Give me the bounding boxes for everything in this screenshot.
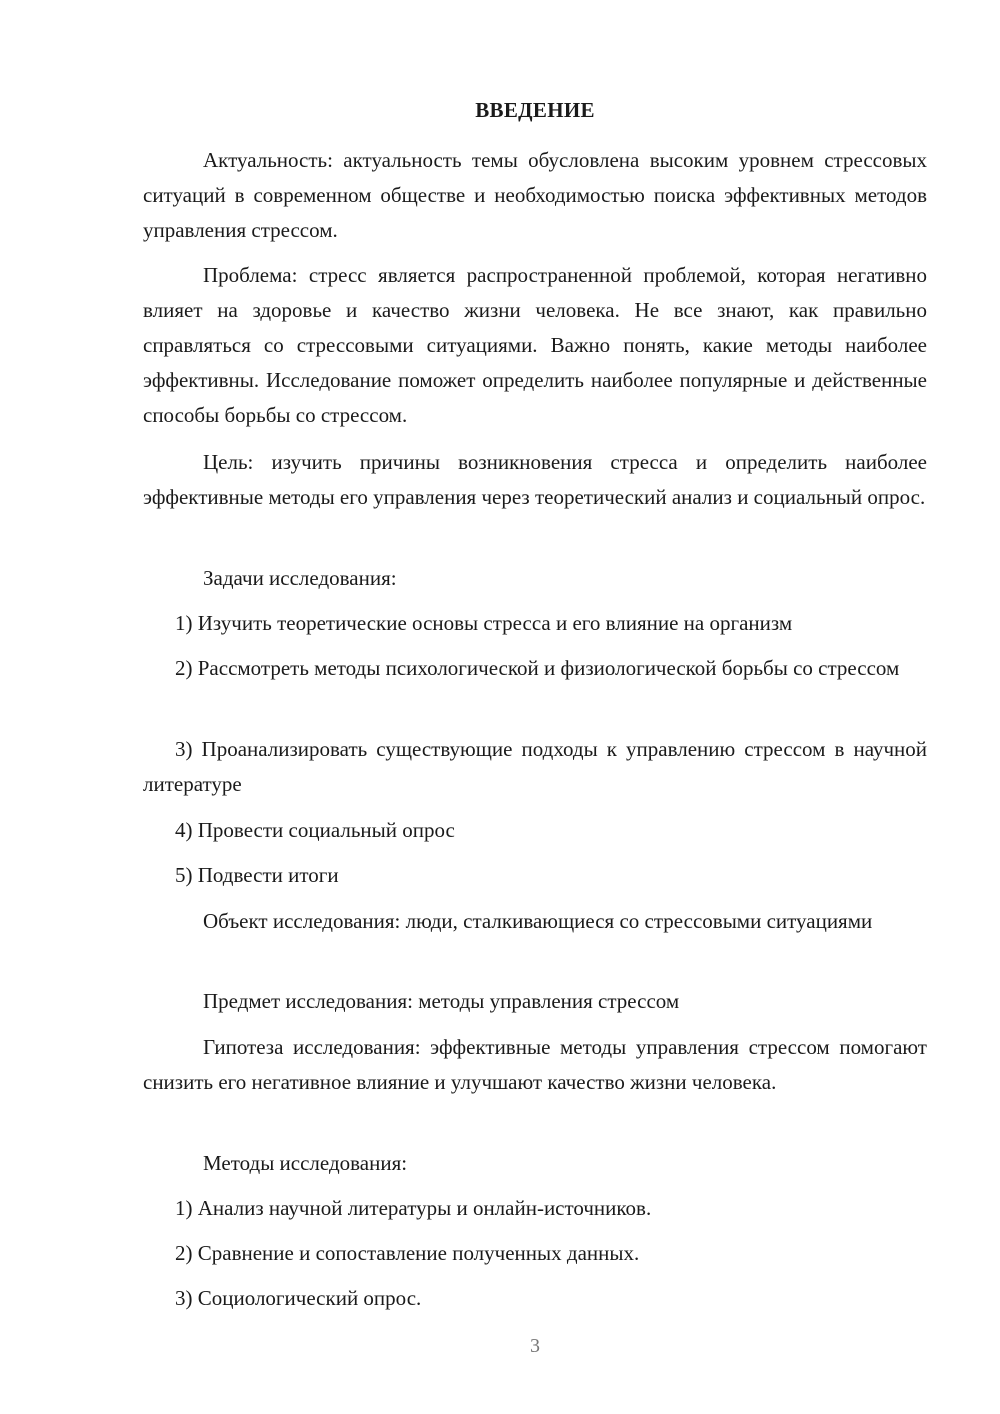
relevance-paragraph: Актуальность: актуальность темы обусловлена высоким уровнем стрессовых ситуаций в современном обществе и необходимостью поиска эффективных методов управления стрессом. — [143, 148, 927, 242]
task-item-4: 4) Провести социальный опрос — [175, 818, 455, 842]
task-item-1: 1) Изучить теоретические основы стресса и его влияние на организм — [175, 611, 793, 635]
page-title: ВВЕДЕНИЕ — [475, 98, 595, 122]
method-item-3: 3) Социологический опрос. — [175, 1286, 422, 1310]
method-item-1: 1) Анализ научной литературы и онлайн-источников. — [175, 1196, 652, 1220]
hypothesis-paragraph: Гипотеза исследования: эффективные методы управления стрессом помогают снизить его негативное влияние и улучшают качество жизни человека. — [143, 1035, 927, 1094]
goal-paragraph: Цель: изучить причины возникновения стресса и определить наиболее эффективные методы его управления через теоретический анализ и социальный опрос. — [143, 450, 927, 509]
tasks-heading: Задачи исследования: — [203, 566, 397, 590]
subject-paragraph: Предмет исследования: методы управления стрессом — [203, 989, 680, 1013]
task-item-3: 3) Проанализировать существующие подходы к управлению стрессом в научной литературе — [143, 737, 927, 796]
methods-heading: Методы исследования: — [203, 1151, 408, 1175]
method-item-2: 2) Сравнение и сопоставление полученных данных. — [175, 1241, 640, 1265]
task-item-2: 2) Рассмотреть методы психологической и физиологической борьбы со стрессом — [175, 656, 900, 680]
page-number: 3 — [530, 1335, 540, 1357]
object-paragraph: Объект исследования: люди, сталкивающиеся со стрессовыми ситуациями — [203, 909, 873, 933]
task-item-5: 5) Подвести итоги — [175, 863, 339, 887]
problem-paragraph: Проблема: стресс является распространенной проблемой, которая негативно влияет на здоровье и качество жизни человека. Не все знают, как правильно справляться со стрессовыми ситуациями. Важно понять, какие методы наиболее эффективны. Исследование поможет определить наиболее популярные и действенные способы борьбы со стрессом. — [143, 263, 927, 427]
